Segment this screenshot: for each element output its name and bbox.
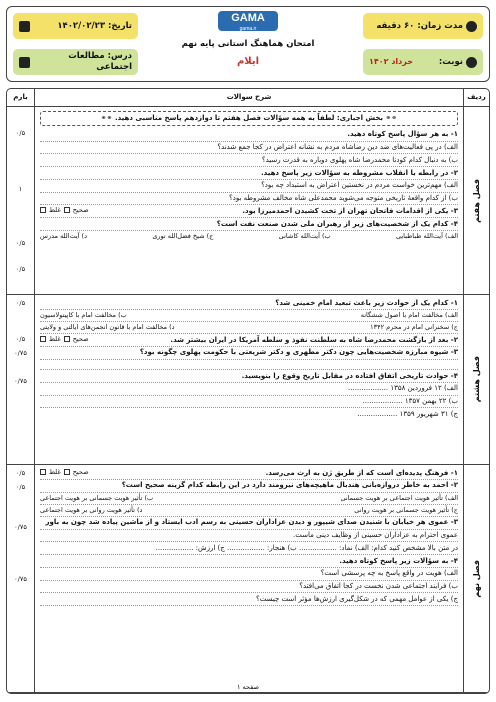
subject-box (13, 49, 138, 75)
section-content (35, 465, 463, 692)
score-value: ۰/۷۵ (14, 575, 27, 583)
true-checkbox[interactable] (64, 207, 70, 213)
section-label: فصل نهم (463, 465, 489, 692)
score-value: ۱ (18, 185, 23, 193)
header-center (147, 11, 349, 68)
choice-options: الف) مخالفت امام با اصول ششگانه ب) مخالفت امام با کاپیتولاسیون (40, 310, 458, 322)
false-checkbox[interactable] (40, 469, 46, 475)
score-value: ۰/۵ (15, 469, 26, 477)
shift-value: خرداد ۱۴۰۲ (369, 57, 414, 66)
page-number: صفحه ۱ (236, 682, 260, 691)
section-content (35, 295, 463, 464)
shift-label: نوبت: (438, 56, 463, 67)
question-line: الف) در پی فعالیت‌های ضد دین رضاشاه مردم به نشانه اعتراض در کجا جمع شدند؟ (40, 142, 458, 155)
question-line: الف) مهم‌ترین خواست مردم در نخستین اعتراض به استبداد چه بود؟ (40, 180, 458, 193)
date-item: الف) ۱۲ فروردین ۱۳۵۸ .................. (40, 383, 458, 396)
question-line: ب) فرایند اجتماعی شدن نخست در کجا اتفاق می‌افتد؟ (40, 581, 458, 594)
true-checkbox[interactable] (64, 469, 70, 475)
clock-icon (466, 21, 477, 32)
exam-header (6, 6, 490, 82)
date-item: ج) ۳۱ شهریور ۱۳۵۹ .................. (357, 409, 458, 418)
score-value: ۰/۵ (15, 129, 26, 137)
question-line: ب) به دنبال کدام کودتا محمدرضا شاه پهلوی دوباره به قدرت رسید؟ (40, 154, 458, 167)
question-line: ۳- شیوه مبارزه شخصیت‌هایی چون دکتر مطهری و دکتر شریعتی با حکومت پهلوی چگونه بود؟ (40, 347, 458, 360)
question-line: ۴- حوادث تاریخی اتفاق افتاده در مقابل تاریخ وقوع را بنویسید. (40, 370, 458, 383)
date-label: تاریخ: ۱۴۰۲/۰۲/۲۳ (57, 20, 132, 31)
question-line: ۲- احمد به خاطر دروازه‌بانی هندبال ماهیچه‌های نیرومند دارد در این رابطه کدام گزینه صحیح است؟ (40, 480, 458, 493)
subject-label: درس: مطالعات اجتماعی (68, 51, 132, 72)
section-chapter-7 (7, 107, 489, 295)
question-line: الف) هویت در واقع پاسخ به چه پرسشی است؟ (40, 568, 458, 581)
score-value: ۰/۵ (15, 265, 26, 273)
score-value: ۰/۷۵ (14, 377, 27, 385)
description-header: شرح سوالات (226, 93, 272, 102)
choice-options: ج) سخنرانی امام در محرم ۱۳۴۲ د) مخالفت امام با قانون انجمن‌های ایالتی و ولایتی (40, 322, 458, 334)
section-content (35, 107, 463, 294)
score-value: ۰/۵ (15, 483, 26, 491)
table-header (7, 89, 489, 107)
bell-icon (466, 57, 477, 68)
questions-table (6, 88, 490, 694)
books-icon (19, 57, 30, 68)
duration-box (363, 13, 483, 39)
province-name: ایلام (236, 55, 260, 67)
question-line: ۱- به هر سؤال پاسخ کوتاه دهید. (40, 129, 458, 142)
score-column (7, 295, 35, 464)
section-chapter-8 (7, 295, 489, 465)
question-line: ۴- به سؤالات زیر پاسخ کوتاه دهید. (40, 555, 458, 568)
question-line: ۱- کدام یک از حوادث زیر باعث تبعید امام خمینی شد؟ (40, 297, 458, 310)
date-item: ب) ۲۲ بهمن ۱۳۵۷ .................. (40, 396, 458, 409)
question-line: ۲- در رابطه با انقلاب مشروطه به سؤالات زیر پاسخ دهید. (40, 167, 458, 180)
score-value: ۰/۷۵ (14, 349, 27, 357)
score-column (7, 107, 35, 294)
true-false-question: ۱- فرهنگ پدیده‌ای است که از طریق ژن به ارث می‌رسد. صحیح غلط (40, 467, 458, 480)
section-label: فصل هشتم (463, 295, 489, 464)
row-header: ردیف (463, 89, 489, 106)
choice-options: الف) تأثیر هویت اجتماعی بر هویت جسمانی ب) تأثیر هویت جسمانی بر هویت اجتماعی (40, 493, 458, 505)
true-false-options: صحیح غلط (40, 335, 89, 343)
false-checkbox[interactable] (40, 336, 46, 342)
exam-title: امتحان هماهنگ استانی پایه نهم (181, 39, 315, 49)
question-line: در متن بالا مشخص کنید کدام: الف) نماد: ................. ب) هنجار: ................. ج) ارزش: ................. (40, 542, 458, 555)
section-label: فصل هفتم (463, 107, 489, 294)
question-line: ب) از کدام واقعهٔ تاریخی متوجه می‌شوید محمدعلی شاه مخالف مشروطه بود؟ (40, 193, 458, 206)
choice-options: ج) تأثیر هویت جسمانی بر هویت روانی د) تأثیر هویت روانی بر هویت اجتماعی (40, 505, 458, 517)
gama-logo: GAMA gama.ir (218, 11, 278, 31)
true-false-question: ۳- یکی از اقدامات فاتحان تهران از تخت کشیدن احمدمیرزا بود. صحیح غلط (40, 205, 458, 218)
date-box (13, 13, 138, 39)
duration-label: مدت زمان: ۶۰ دقیقه (376, 20, 463, 31)
shift-box (363, 49, 483, 75)
question-line: عموی احترام به عزاداران حسینی از وظایف دینی ماست. (40, 530, 458, 543)
score-value: ۰/۷۵ (14, 523, 27, 531)
question-line: ج) یکی از عوامل مهمی که در شکل‌گیری ارزش‌ها مؤثر است چیست؟ (40, 593, 458, 606)
true-false-question: ۲- بعد از بازگشت محمدرضا شاه به سلطنت نفوذ و سلطه آمریکا در ایران بیشتر شد. صحیح غلط (40, 334, 458, 347)
true-checkbox[interactable] (64, 336, 70, 342)
score-header: بارم (7, 89, 35, 106)
mandatory-intro: ⚭⚭ بخش اجباری: لطفاً به همه سؤالات فصل هفتم تا دوازدهم پاسخ مناسبی دهید. ⚭⚭ (40, 111, 458, 126)
score-value: ۰/۵ (15, 335, 26, 343)
score-column (7, 465, 35, 692)
question-line: ۴- کدام یک از شخصیت‌های زیر از رهبران ملی شدن صنعت نفت است؟ (40, 218, 458, 231)
true-false-options: صحیح غلط (40, 206, 89, 214)
true-false-options: صحیح غلط (40, 468, 89, 476)
answer-line (40, 360, 458, 371)
false-checkbox[interactable] (40, 207, 46, 213)
score-value: ۰/۵ (15, 239, 26, 247)
choice-options: الف) آیت‌الله طباطبایی ب) آیت‌الله کاشانی ج) شیخ فضل‌الله نوری د) آیت‌الله مدرس (40, 232, 458, 241)
score-value: ۰/۵ (15, 299, 26, 307)
question-line: ۳- عموی هر خیابان با شنیدن صدای شیپور و دیدن عزاداران حسینی به رسم ادب ایستاد و از ماشین پیاده شد چون به باور (40, 517, 458, 530)
calendar-icon (19, 21, 30, 32)
section-chapter-9 (7, 465, 489, 693)
